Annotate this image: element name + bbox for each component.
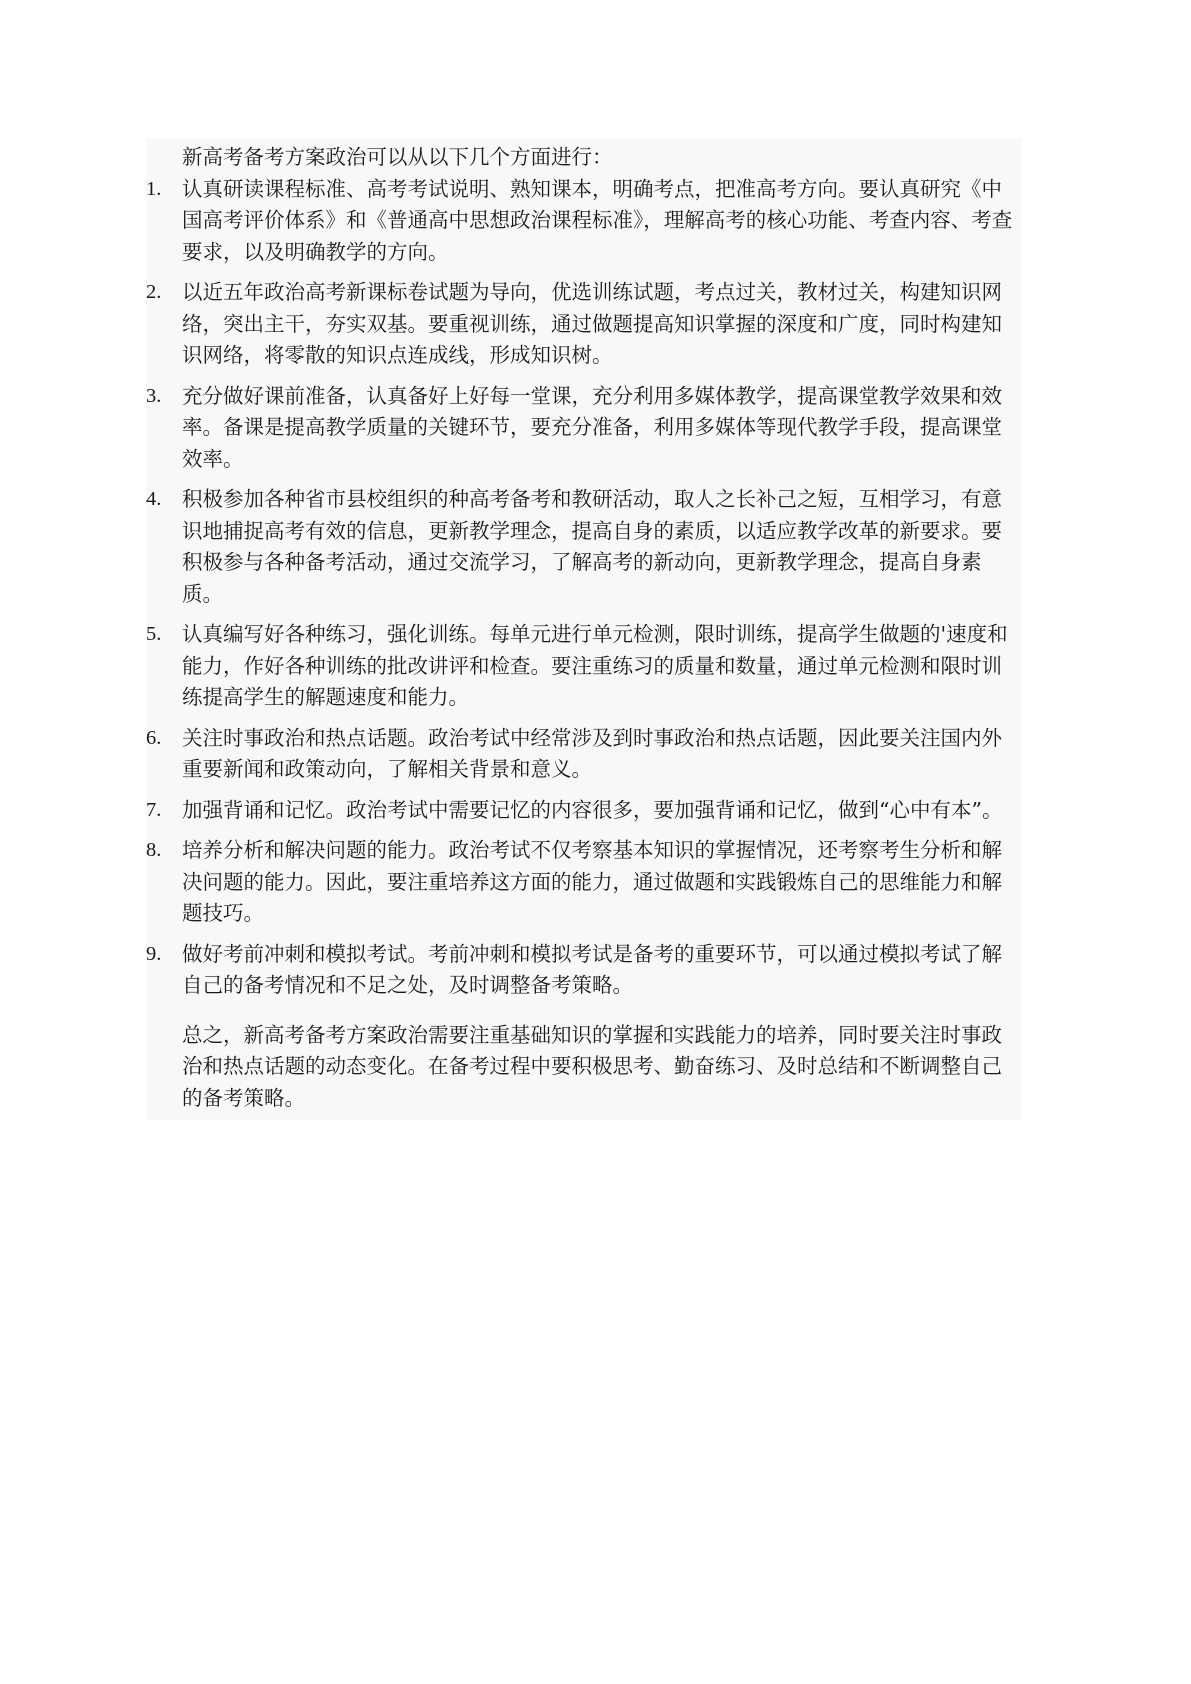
list-item-text: 培养分析和解决问题的能力。政治考试不仅考察基本知识的掌握情况，还考察考生分析和解决问题的能力。因此，要注重培养这方面的能力，通过做题和实践锻炼自己的思维能力和解题技巧。: [182, 838, 1002, 925]
summary-paragraph: 总之，新高考备考方案政治需要注重基础知识的掌握和实践能力的培养，同时要关注时事政治和热点话题的动态变化。在备考过程中要积极思考、勤奋练习、及时总结和不断调整自己的备考策略。: [182, 1022, 1002, 1110]
list-item-text: 以近五年政治高考新课标卷试题为导向，优选训练试题，考点过关，教材过关，构建知识网络，突出主干，夯实双基。要重视训练，通过做题提高知识掌握的深度和广度，同时构建知识网络，将零散的知识点连成线，形成知识树。: [182, 280, 1002, 367]
list-item: [146, 795, 1022, 827]
list-item: [146, 277, 1022, 372]
list-item-number: 2.: [146, 281, 162, 303]
list-item-text: 关注时事政治和热点话题。政治考试中经常涉及到时事政治和热点话题，因此要关注国内外重要新闻和政策动向，了解相关背景和意义。: [182, 725, 1002, 781]
list-item: [146, 939, 1022, 1002]
list-item-number: 7.: [146, 798, 162, 821]
list-item: [146, 484, 1022, 610]
list-item-number: 5.: [146, 623, 162, 645]
list-item-text: 做好考前冲刺和模拟考试。考前冲刺和模拟考试是备考的重要环节，可以通过模拟考试了解自己的备考情况和不足之处，及时调整备考策略。: [182, 941, 1002, 997]
list-item-number: 4.: [146, 488, 162, 510]
intro-paragraph: 新高考备考方案政治可以从以下几个方面进行：: [182, 145, 613, 169]
list-item-text: 充分做好课前准备，认真备好上好每一堂课，充分利用多媒体教学，提高课堂教学效果和效率。备课是提高教学质量的关键环节，要充分准备，利用多媒体等现代教学手段，提高课堂效率。: [182, 383, 1002, 471]
strategy-list: [146, 174, 1022, 1002]
list-item-number: 1.: [146, 177, 162, 200]
list-item: [146, 381, 1022, 476]
list-item-text: 认真研读课程标准、高考考试说明、熟知课本，明确考点，把准高考方向。要认真研究《中国高考评价体系》和《普通高中思想政治课程标准》，理解高考的核心功能、考查内容、考查要求，以及明确教学的方向。: [182, 176, 1013, 264]
list-item-number: 8.: [146, 839, 162, 861]
list-item-number: 3.: [146, 384, 162, 407]
list-item: [146, 835, 1022, 930]
list-item-text: 加强背诵和记忆。政治考试中需要记忆的内容很多，要加强背诵和记忆，做到“心中有本”。: [182, 797, 1003, 822]
list-item: [146, 619, 1022, 714]
list-item: [146, 174, 1022, 269]
list-item-text: 认真编写好各种练习，强化训练。每单元进行单元检测，限时训练，提高学生做题的'速度和能力，作好各种训练的批改讲评和检查。要注重练习的质量和数量，通过单元检测和限时训练提高学生的解题速度和能力。: [182, 622, 1008, 709]
list-item-number: 9.: [146, 942, 162, 965]
document-body: [146, 138, 1022, 1120]
list-item-number: 6.: [146, 726, 162, 749]
list-item-text: 积极参加各种省市县校组织的种高考备考和教研活动，取人之长补己之短，互相学习，有意识地捕捉高考有效的信息，更新教学理念，提高自身的素质，以适应教学改革的新要求。要积极参与各种备考活动，通过交流学习，了解高考的新动向，更新教学理念，提高自身素质。: [182, 487, 1002, 606]
list-item: [146, 723, 1022, 786]
